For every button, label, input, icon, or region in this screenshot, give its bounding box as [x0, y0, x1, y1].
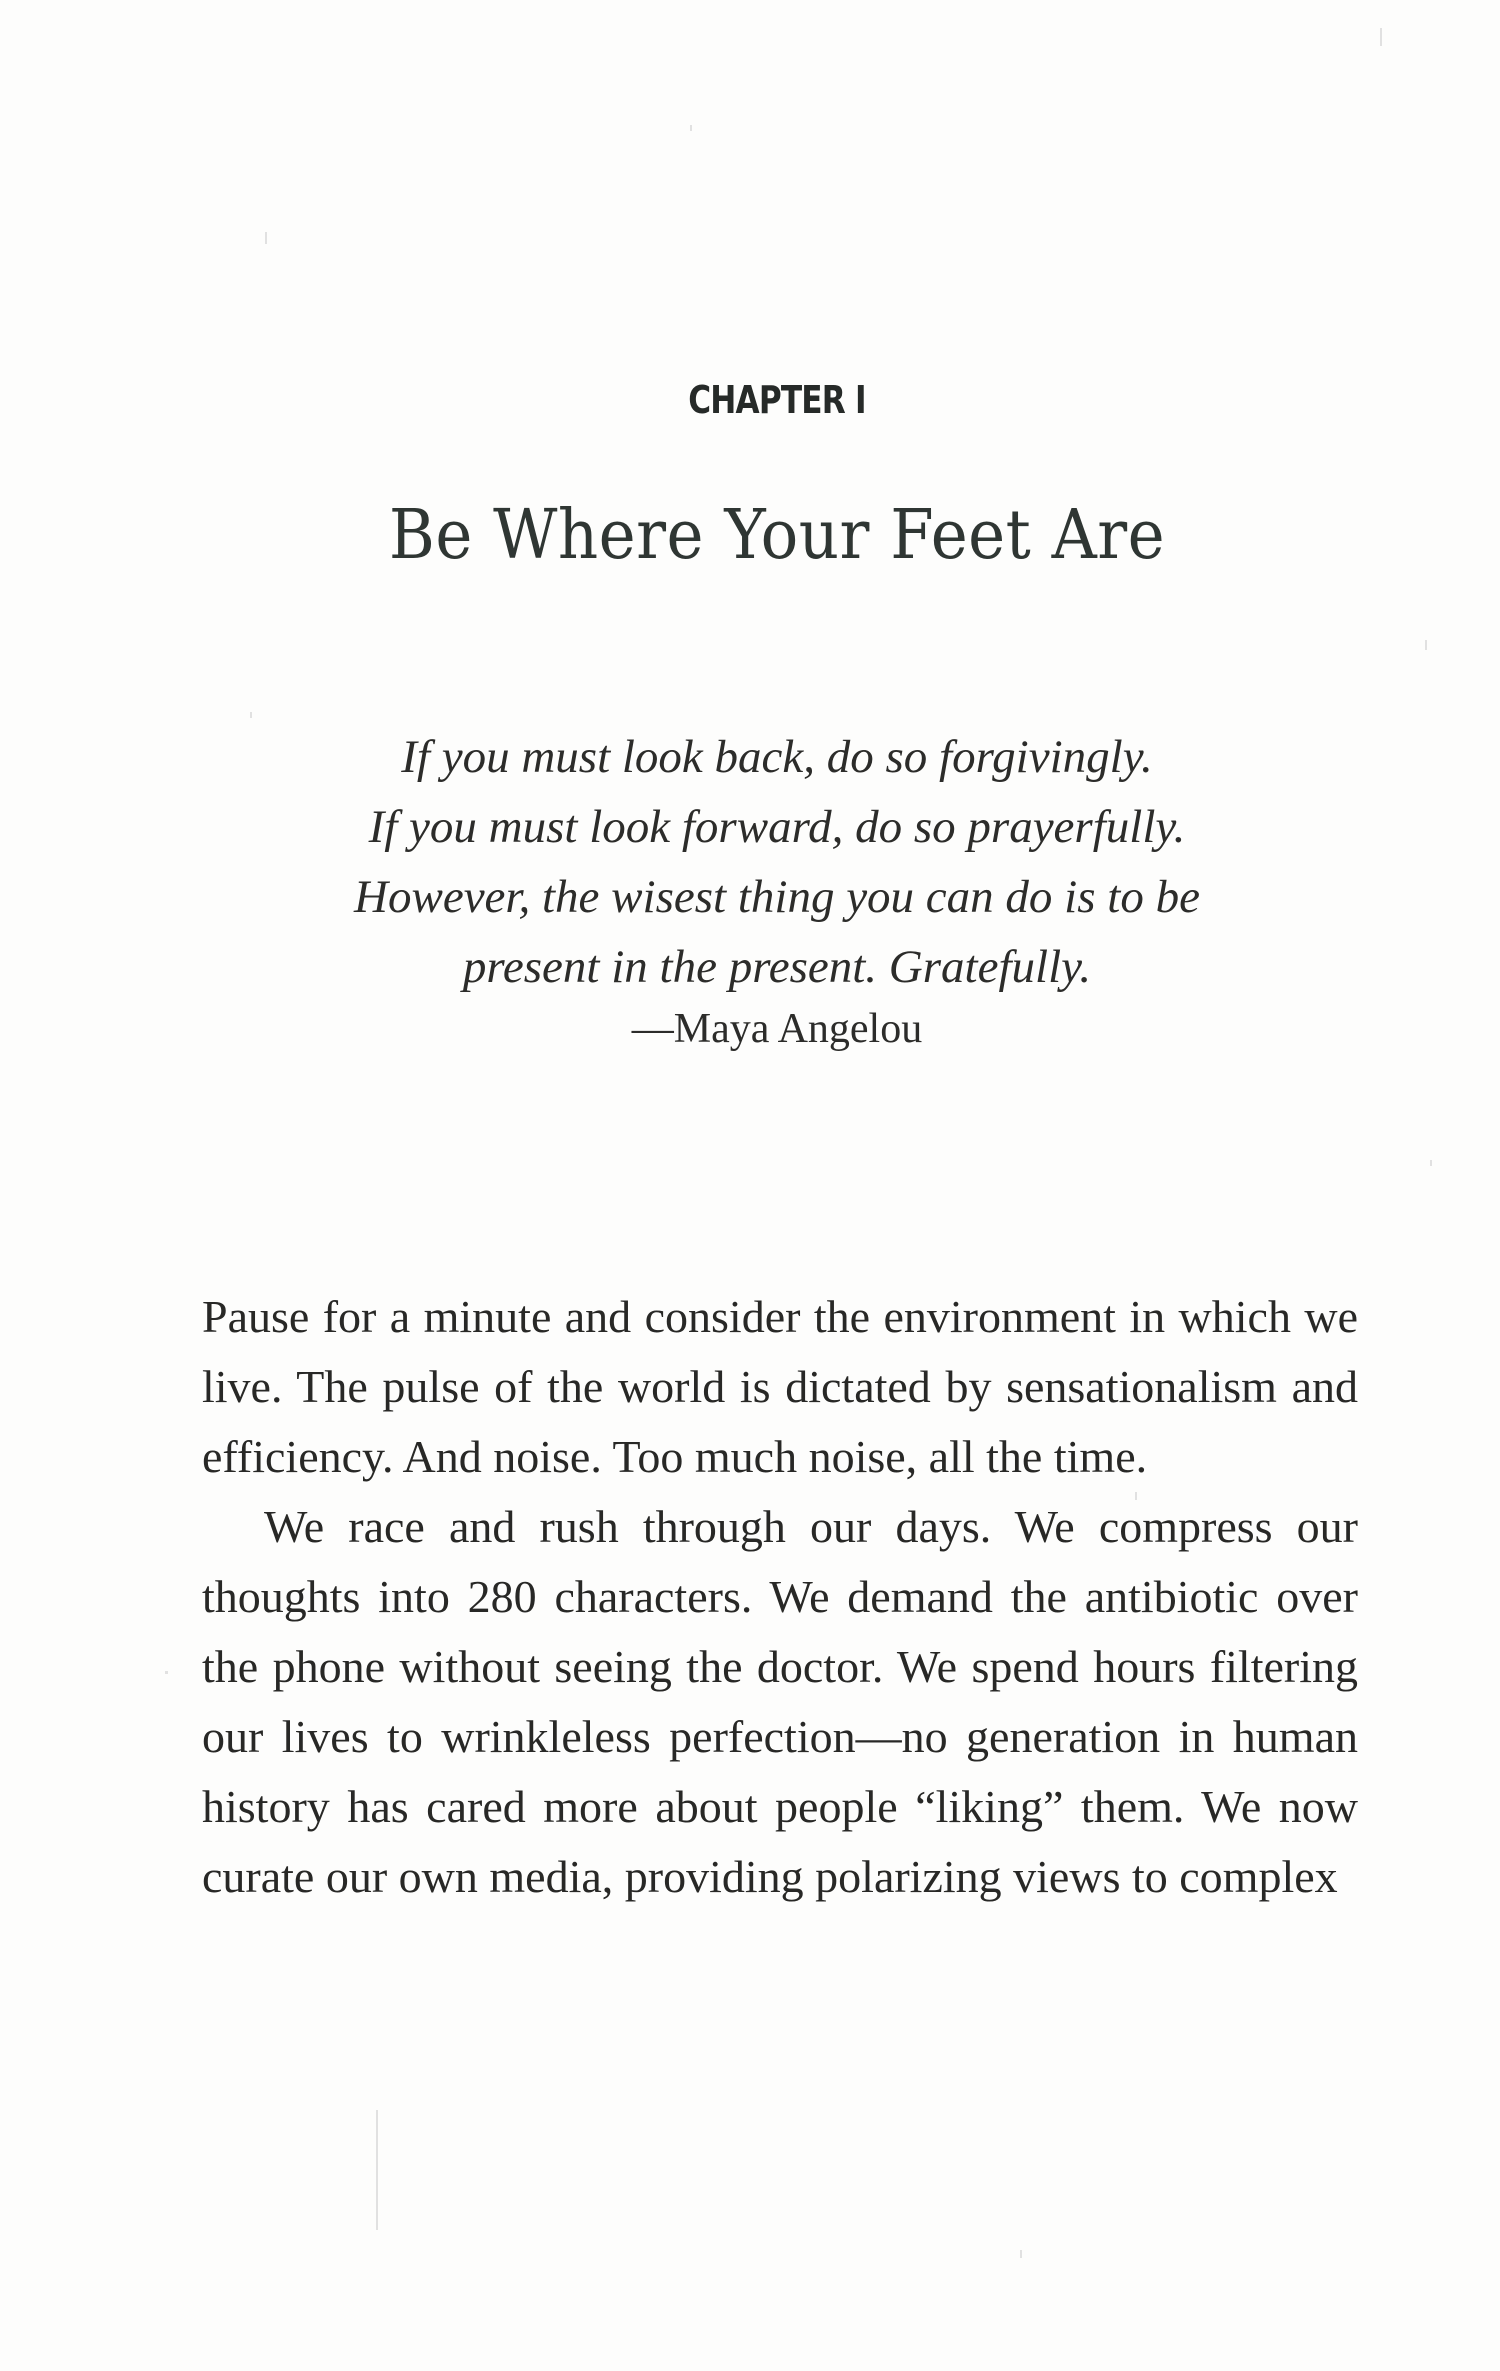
- scan-speck: [165, 1671, 168, 1674]
- epigraph-line: However, the wisest thing you can do is to be: [354, 871, 1200, 923]
- body-paragraph: We race and rush through our days. We compress our thoughts into 280 characters. We demand the antibiotic over the phone without seeing the doctor. We spend hours filtering our lives to wrinkleless perfection—no generation in human history has cared more about people “liking” them. We now curate our own media, providing polarizing views to complex: [202, 1501, 1358, 1902]
- epigraph-line: If you must look forward, do so prayerfully.: [368, 801, 1186, 853]
- scan-speck: [265, 232, 267, 244]
- scan-speck: [1425, 640, 1427, 650]
- scan-speck: [250, 712, 252, 718]
- body-paragraph: Pause for a minute and consider the environment in which we live. The pulse of the world is dictated by sensationalism and efficiency. And noise. Too much noise, all the time.: [202, 1291, 1358, 1482]
- epigraph-line: If you must look back, do so forgivingly.: [401, 731, 1153, 783]
- epigraph-attribution: —Maya Angelou: [631, 1006, 923, 1052]
- scan-speck: [1135, 1492, 1137, 1500]
- scan-speck: [1020, 2250, 1022, 2258]
- body-text: [202, 1282, 1358, 1912]
- scan-speck: [1430, 1160, 1432, 1166]
- epigraph: [0, 722, 1500, 1002]
- chapter-title: Be Where Your Feet Are: [388, 496, 1166, 575]
- scan-speck: [376, 2110, 378, 2230]
- chapter-label: CHAPTER I: [688, 378, 866, 422]
- epigraph-line: present in the present. Gratefully.: [462, 941, 1092, 993]
- scan-speck: [690, 125, 692, 131]
- scan-speck: [1380, 28, 1382, 46]
